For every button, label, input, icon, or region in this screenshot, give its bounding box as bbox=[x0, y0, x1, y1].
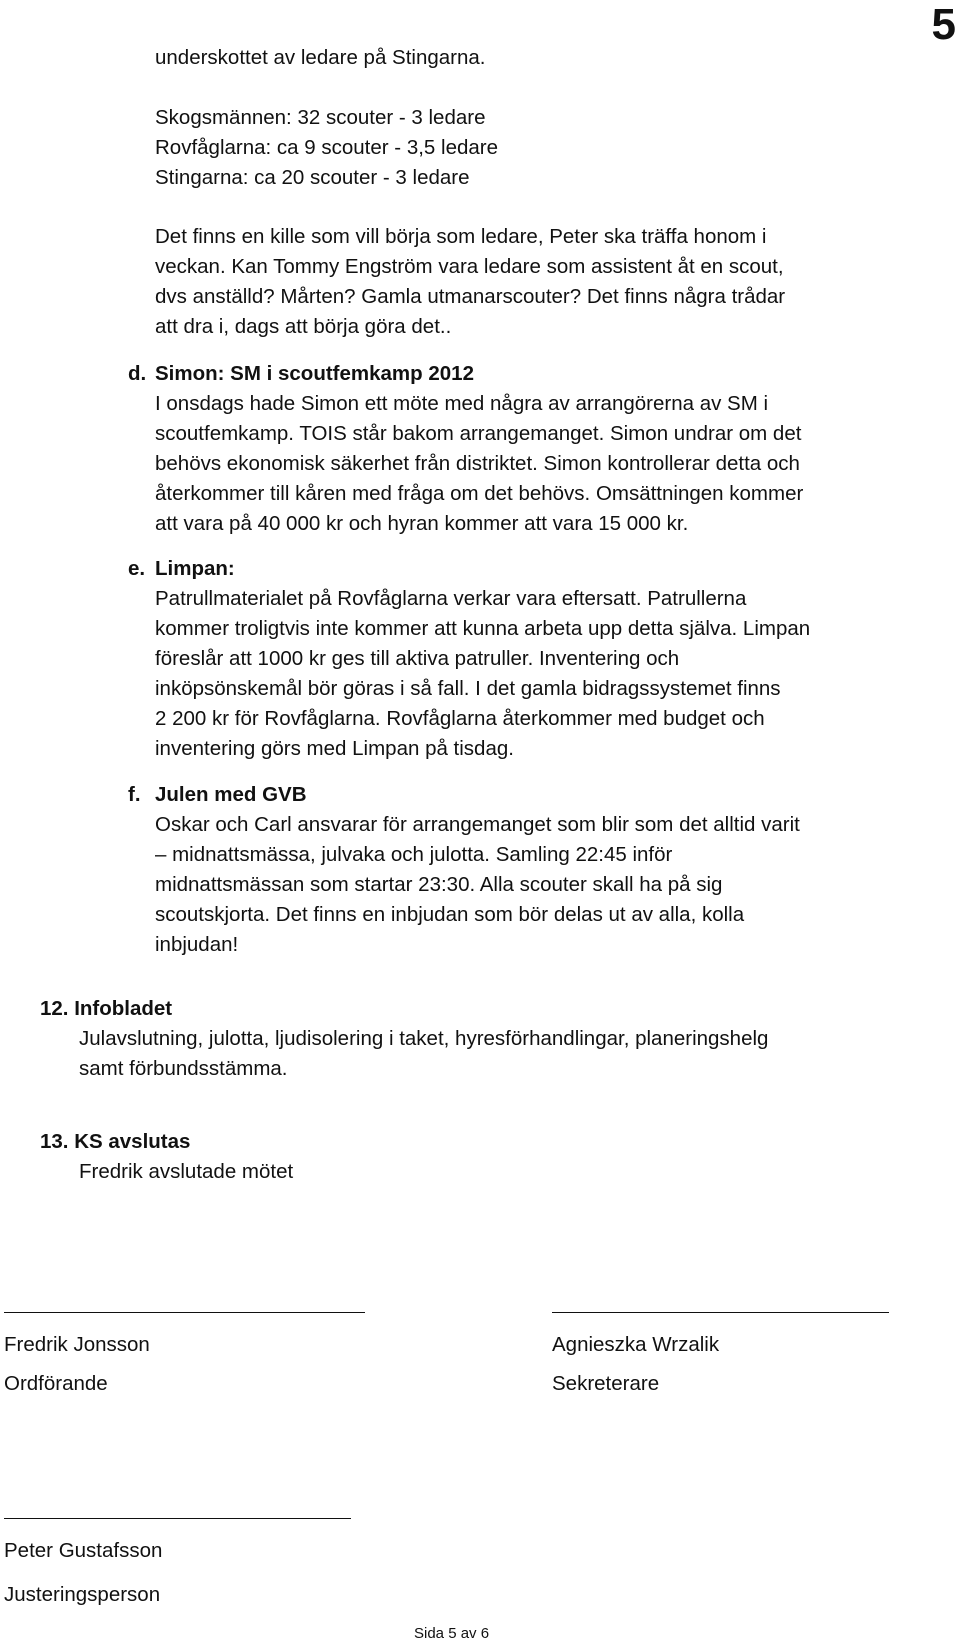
text-line: Rovfåglarna: ca 9 scouter - 3,5 ledare bbox=[155, 136, 498, 159]
text-line: – midnattsmässa, julvaka och julotta. Samling 22:45 inför bbox=[155, 843, 673, 866]
signatory-role: Justeringsperson bbox=[4, 1583, 161, 1606]
text-line: att dra i, dags att börja göra det.. bbox=[155, 315, 452, 338]
text-line: samt förbundsstämma. bbox=[79, 1057, 288, 1080]
signatory-name: Fredrik Jonsson bbox=[4, 1333, 150, 1356]
text-line: inbjudan! bbox=[155, 933, 239, 956]
text-line: underskottet av ledare på Stingarna. bbox=[155, 46, 486, 69]
item-heading: Limpan: bbox=[155, 557, 235, 580]
page-number: 5 bbox=[931, 0, 956, 49]
text-line: dvs anställd? Mårten? Gamla utmanarscouter? Det finns några trådar bbox=[155, 285, 786, 308]
item-letter: d. bbox=[128, 362, 147, 385]
text-line: Det finns en kille som vill börja som ledare, Peter ska träffa honom i bbox=[155, 225, 767, 248]
item-letter: e. bbox=[128, 557, 146, 580]
page-footer: Sida 5 av 6 bbox=[414, 1625, 490, 1642]
text-line: Stingarna: ca 20 scouter - 3 ledare bbox=[155, 166, 470, 189]
text-line: återkommer till kåren med fråga om det behövs. Omsättningen kommer bbox=[155, 482, 804, 505]
signature-line bbox=[4, 1518, 351, 1519]
text-line: 2 200 kr för Rovfåglarna. Rovfåglarna återkommer med budget och bbox=[155, 707, 765, 730]
text-line: Oskar och Carl ansvarar för arrangemanget som blir som det alltid varit bbox=[155, 813, 800, 836]
signatory-role: Sekreterare bbox=[552, 1372, 660, 1395]
text-line: midnattsmässan som startar 23:30. Alla scouter skall ha på sig bbox=[155, 873, 723, 896]
text-line: föreslår att 1000 kr ges till aktiva patruller. Inventering och bbox=[155, 647, 680, 670]
section-heading: 12. Infobladet bbox=[40, 997, 173, 1020]
item-heading: Simon: SM i scoutfemkamp 2012 bbox=[155, 362, 474, 385]
text-line: Patrullmaterialet på Rovfåglarna verkar vara eftersatt. Patrullerna bbox=[155, 587, 747, 610]
text-line: scoutfemkamp. TOIS står bakom arrangemanget. Simon undrar om det bbox=[155, 422, 802, 445]
signatory-name: Peter Gustafsson bbox=[4, 1539, 163, 1562]
text-line: att vara på 40 000 kr och hyran kommer att vara 15 000 kr. bbox=[155, 512, 689, 535]
text-line: scoutskjorta. Det finns en inbjudan som bör delas ut av alla, kolla bbox=[155, 903, 745, 926]
text-line: kommer troligtvis inte kommer att kunna arbeta upp detta själva. Limpan bbox=[155, 617, 811, 640]
text-line: behövs ekonomisk säkerhet från distriktet. Simon kontrollerar detta och bbox=[155, 452, 800, 475]
signatory-role: Ordförande bbox=[4, 1372, 108, 1395]
item-letter: f. bbox=[128, 783, 141, 806]
signature-line bbox=[552, 1312, 889, 1313]
text-line: Julavslutning, julotta, ljudisolering i taket, hyresförhandlingar, planeringshelg bbox=[79, 1027, 769, 1050]
signatory-name: Agnieszka Wrzalik bbox=[552, 1333, 720, 1356]
section-heading: 13. KS avslutas bbox=[40, 1130, 191, 1153]
text-line: I onsdags hade Simon ett möte med några av arrangörerna av SM i bbox=[155, 392, 769, 415]
text-line: inventering görs med Limpan på tisdag. bbox=[155, 737, 514, 760]
text-line: inköpsönskemål bör göras i så fall. I det gamla bidragssystemet finns bbox=[155, 677, 781, 700]
text-line: Fredrik avslutade mötet bbox=[79, 1160, 294, 1183]
text-line: Skogsmännen: 32 scouter - 3 ledare bbox=[155, 106, 486, 129]
text-line: veckan. Kan Tommy Engström vara ledare som assistent åt en scout, bbox=[155, 255, 784, 278]
item-heading: Julen med GVB bbox=[155, 783, 307, 806]
signature-line bbox=[4, 1312, 365, 1313]
